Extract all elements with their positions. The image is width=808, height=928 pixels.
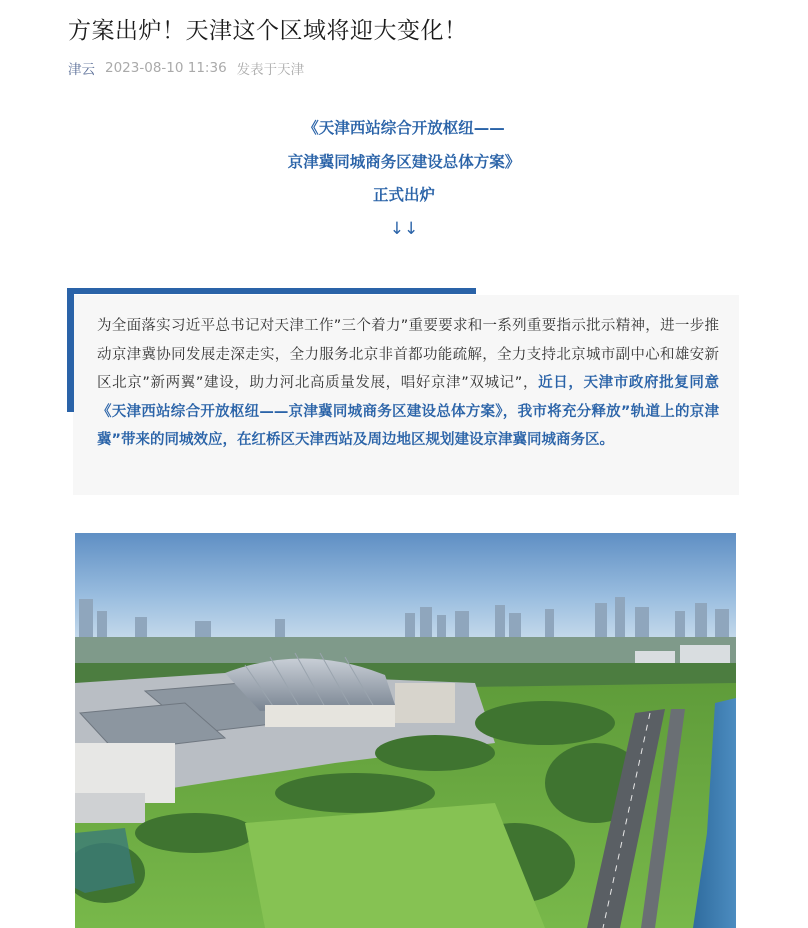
article-meta [68, 58, 304, 78]
down-arrows-icon: ↓↓ [389, 218, 419, 239]
publish-location: 发表于天津 [236, 62, 305, 78]
quote-accent-bar-left [67, 288, 74, 412]
aerial-photo-image [75, 533, 736, 928]
quote-normal-text: 为全面落实习近平总书记对天津工作”三个着力”重要要求和一系列重要指示批示精神，进一步推动京津冀协同发展走深走实，全力服务北京非首都功能疏解，全力支持北京城市副中心和雄安新区北京”新两翼”建设，助力河北高质量发展，唱好京津”双城记”， [97, 318, 719, 391]
heading-line-2: 京津冀同城商务区建设总体方案》 [287, 152, 521, 171]
publish-datetime: 2023-08-10 11:36 [105, 60, 227, 76]
intro-heading [0, 112, 808, 246]
quote-text [97, 312, 719, 455]
heading-line-3: 正式出炉 [372, 186, 435, 204]
quote-accent-bar-top [67, 288, 476, 294]
quote-emphasis-text: 近日，天津市政府批复同意《天津西站综合开放枢纽——京津冀同城商务区建设总体方案》，我市将充分释放”轨道上的京津冀”带来的同城效应，在红桥区天津西站及周边地区规划建设京津冀同城商务区。 [97, 375, 720, 448]
aerial-photo[interactable] [75, 533, 736, 928]
article-title: 方案出炉！天津这个区域将迎大变化！ [68, 18, 468, 44]
heading-line-1: 《天津西站综合开放枢纽—— [303, 119, 505, 137]
author-link[interactable]: 津云 [68, 62, 95, 78]
